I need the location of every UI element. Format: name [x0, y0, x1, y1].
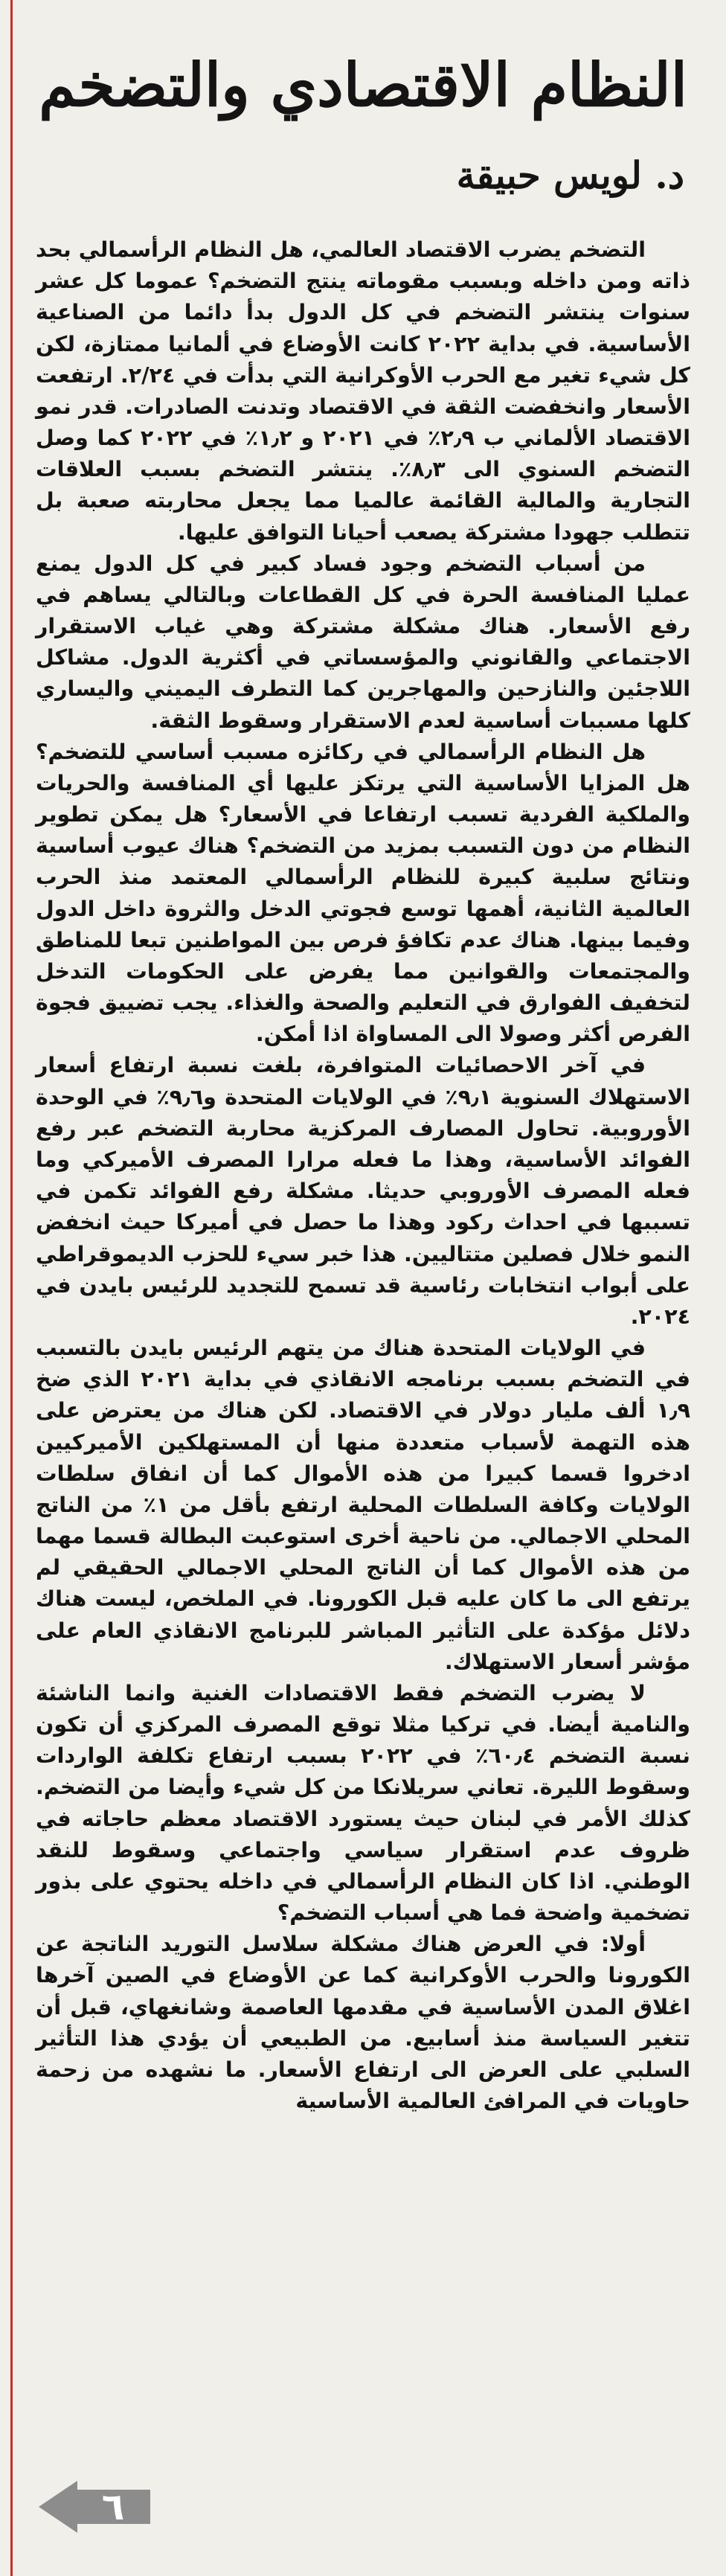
paragraph-4: في آخر الاحصائيات المتوافرة، بلغت نسبة ارتفاع أسعار الاستهلاك السنوية ٩٫١٪ في الولايات المتحدة و٩٫٦٪ في الوحدة الأوروبية. تحاول المصارف المركزية محاربة التضخم عبر رفع الفوائد الأساسية، وهذا ما فعله مرارا المصرف الأميركي وما فعله المصرف الأوروبي حديثا. مشكلة رفع الفوائد تكمن في تسببها في احداث ركود وهذا ما حصل في أميركا حيث انخفض النمو خلال فصلين متتاليين. هذا خبر سيء للحزب الديموقراطي على أبواب انتخابات رئاسية قد تسمح للتجديد للرئيس بايدن في ٢٠٢٤. — [36, 1053, 690, 1329]
article-headline: النظام الاقتصادي والتضخم — [39, 50, 687, 120]
author-byline: د. لويس حبيقة — [456, 153, 684, 197]
paragraph-6: لا يضرب التضخم فقط الاقتصادات الغنية وانما الناشئة والنامية أيضا. في تركيا مثلا توقع المصرف المركزي أن تكون نسبة التضخم ٦٠٫٤٪ في ٢٠٢٢ بسبب ارتفاع تكلفة الواردات وسقوط الليرة. تعاني سريلانكا من كل شيء وأيضا من التضخم. كذلك الأمر في لبنان حيث يستورد الاقتصاد معظم حاجاته في ظروف عدم استقرار سياسي واجتماعي وسقوط للنقد الوطني. اذا كان النظام الرأسمالي في داخله يحتوي على بذور تضخمية واضحة فما هي أسباب التضخم؟ — [36, 1680, 690, 1926]
paragraph-5: في الولايات المتحدة هناك من يتهم الرئيس بايدن بالتسبب في التضخم بسبب برنامجه الانقاذي في بداية ٢٠٢١ الذي ضخ ١٫٩ ألف مليار دولار في الاقتصاد. لكن هناك من يعترض على هذه التهمة لأسباب متعددة منها أن المستهلكين الأميركيين ادخروا قسما كبيرا من هذه الأموال كما أن انفاق سلطات الولايات وكافة السلطات المحلية ارتفع بأقل من ١٪ من الناتج المحلي الاجمالي. من ناحية أخرى استوعبت البطالة قسما مهما من هذه الأموال كما أن الناتج المحلي الاجمالي الحقيقي لم يرتفع الى ما كان عليه قبل الكورونا. في الملخص، ليست هناك دلائل مؤكدة على التأثير المباشر للبرنامج الانقاذي العام على مؤشر أسعار الاستهلاك. — [36, 1336, 691, 1674]
page-border-line — [10, 0, 13, 2576]
paragraph-3: هل النظام الرأسمالي في ركائزه مسبب أساسي للتضخم؟ هل المزايا الأساسية التي يرتكز عليها أي المنافسة والحريات والملكية الفردية تسبب ارتفاعا في الأسعار؟ هل يمكن تطوير النظام من دون التسبب بمزيد من التضخم؟ هناك عيوب أساسية ونتائج سلبية كبيرة للنظام الرأسمالي المعتمد منذ الحرب العالمية الثانية، أهمها توسع فجوتي الدخل والثروة داخل الدول وفيما بينها. هناك عدم تكافؤ فرص بين المواطنين تبعا للمناطق والمجتمعات والقوانين مما يفرض على الحكومات التدخل لتخفيف الفوارق في التعليم والصحة والغذاء. يجب تضييق فجوة الفرص أكثر وصولا الى المساواة اذا أمكن. — [36, 739, 690, 1047]
page-number-arrow — [39, 2481, 150, 2533]
paragraph-2: من أسباب التضخم وجود فساد كبير في كل الدول يمنع عمليا المنافسة الحرة في كل القطاعات وبالتالي يساهم في رفع الأسعار. هناك مشكلة مشتركة وهي غياب الاستقرار الاجتماعي والقانوني والمؤسساتي في أكثرية الدول. مشاكل اللاجئين والنازحين والمهاجرين كما التطرف اليميني واليساري كلها مسببات أساسية لعدم الاستقرار وسقوط الثقة. — [36, 551, 690, 733]
article-body — [36, 234, 690, 2117]
paragraph-1: التضخم يضرب الاقتصاد العالمي، هل النظام الرأسمالي بحد ذاته ومن داخله وبسبب مقوماته ينتج التضخم؟ عموما كل عشر سنوات ينتشر التضخم في كل الدول بدأ دائما من الصناعية الأساسية. في بداية ٢٠٢٢ كانت الأوضاع في ألمانيا ممتازة، لكن كل شيء تغير مع الحرب الأوكرانية التي بدأت في ٢/٢٤. ارتفعت الأسعار وانخفضت الثقة في الاقتصاد وتدنت الصادرات. قدر نمو الاقتصاد الألماني ب ٢٫٩٪ في ٢٠٢١ و ١٫٢٪ في ٢٠٢٢ كما وصل التضخم السنوي الى ٨٫٣٪. ينتشر التضخم بسبب العلاقات التجارية والمالية القائمة عالميا مما يجعل محاربته صعبة بل تتطلب جهودا مشتركة يصعب أحيانا التوافق عليها. — [36, 237, 691, 545]
paragraph-7: أولا: في العرض هناك مشكلة سلاسل التوريد الناتجة عن الكورونا والحرب الأوكرانية كما عن الأوضاع في الصين آخرها اغلاق المدن الأساسية في مقدمها العاصمة وشانغهاي، قبل أن تتغير السياسة منذ أسابيع. من الطبيعي أن يؤدي هذا التأثير السلبي على العرض الى ارتفاع الأسعار. ما نشهده من زحمة حاويات في المرافئ العالمية الأساسية — [36, 1932, 690, 2114]
page-number: ٦ — [101, 2485, 125, 2528]
